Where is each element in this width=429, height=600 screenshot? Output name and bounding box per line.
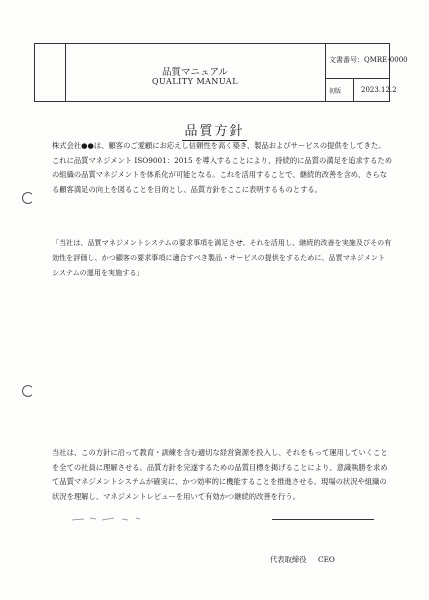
- doc-number-row: [325, 44, 408, 79]
- punch-hole-mark: [22, 385, 34, 397]
- policy-title-text: 品質方針: [184, 124, 245, 139]
- header-info-cell: [325, 44, 408, 101]
- manual-title-en: QUALITY MANUAL: [151, 77, 239, 86]
- header-title-cell: [65, 44, 326, 101]
- header-table: [34, 43, 408, 102]
- signature-line: [272, 519, 374, 520]
- policy-title: [0, 120, 429, 139]
- edition-row: [325, 78, 397, 101]
- policy-intro: 株式会社●●は、顧客のご愛顧にお応えし信頼性を高く築き、製品およびサービスの提供をしてきた。これに品質マネジメント ISO9001：2015 を導入することにより、持続的に品質の満足を追求するための組織の品質マネジメントを体系化が可能となる。これを活用することで、継続的改善を含め、さらなる顧客満足の向上を図ることを目的とし、品質方針をここに表明するものとする。: [52, 141, 392, 194]
- policy-closing: 当社は、この方針に沿って教育・訓練を含む適切な経営資源を投入し、それをもって運用していくことを全ての社員に理解させる。品質方針を完遂するための品質目標を掲げることにより、意識執勝を求めて品質マネジメントシステムが確実に、かつ効率的に機能することを推進させる。現場の状況や組織の状況を理解し、マネジメントレビューを用いて有効かつ継続的改善を行う。: [52, 448, 388, 501]
- edition-separator: [353, 78, 354, 101]
- header-blank-cell: [35, 44, 66, 101]
- punch-hole-mark: [22, 192, 34, 204]
- signature-title: CEO: [318, 555, 335, 564]
- policy-statement: 「当社は、品質マネジメントシステムの要求事項を満足させ、それを活用し、継続的改善を実施及びその有効性を評価し、かつ顧客の要求事項に適合すべき製品・サービスの提供をするために、品質マネジメントシステムの運用を実施する」: [52, 238, 392, 277]
- manual-title-jp: 品質マニュアル: [161, 67, 229, 78]
- edition-date: 2023.12.2: [361, 86, 397, 94]
- scan-smudge: [70, 514, 170, 524]
- doc-number: 文書番号：QMRE-0000: [329, 56, 408, 64]
- signature-role: 代表取締役: [270, 555, 307, 564]
- edition-label: 初版: [329, 88, 342, 95]
